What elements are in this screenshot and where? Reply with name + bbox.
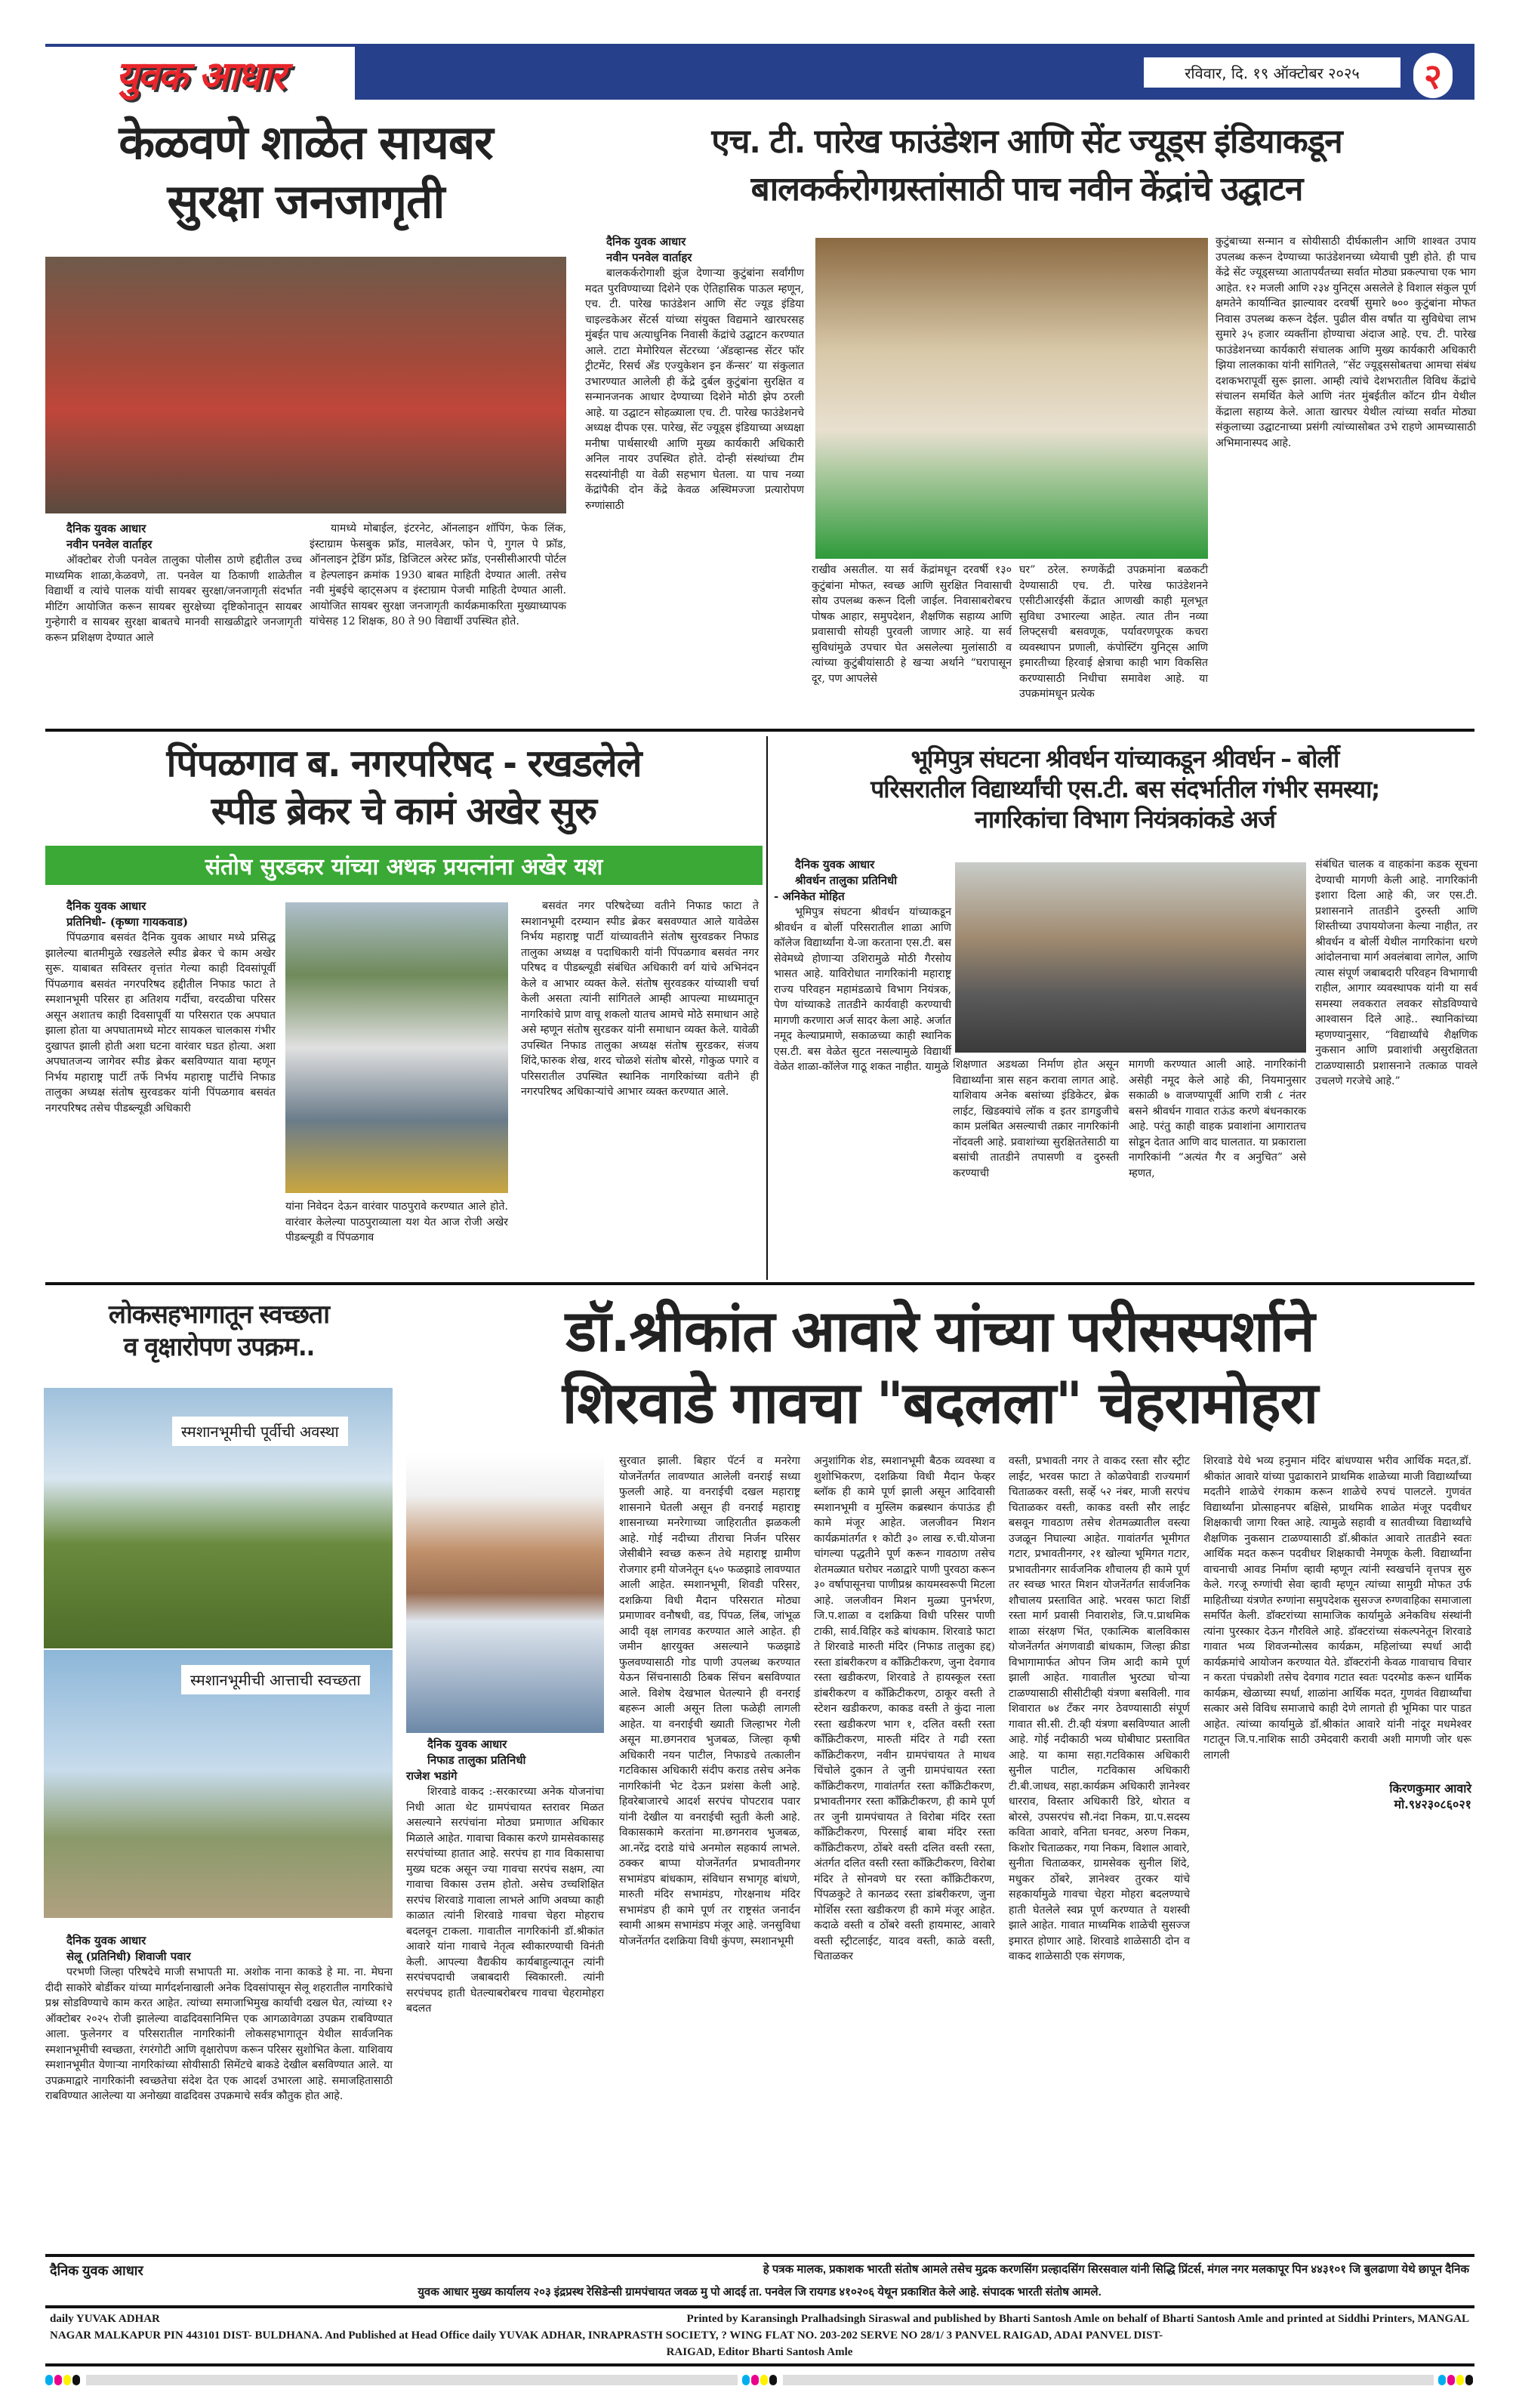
section-divider [45,729,1474,732]
article-text: घर” ठरेल. रुग्णकेंद्री उपक्रमांना बळकटी देण्यासाठी एच. टी. पारेख फाउंडेशनने एसीटीआरईसी केंद्रात आणखी काही मूलभूत सुविधा उभारल्या आहेत. त्यात तीन नव्या लिफ्ट्सची बसवणूक, पर्यावरणपूरक कचरा व्यवस्थापन प्रणाली, कंपोस्टिंग युनिट्स आणि इमारतीच्या हिरवाई क्षेत्राचा काही भाग विकसित करण्यासाठी निधीचा समावेश आहे. या उपक्रमांमधून प्रत्येक [1019,564,1208,700]
article2-col1 [585,234,804,513]
headline-line: बालकर्करोगग्रस्तांसाठी पाच नवीन केंद्रांचे उद्घाटन [750,170,1303,208]
headline-line: एच. टी. पारेख फाउंडेशन आणि सेंट ज्यूड्स इंडियाकडून [711,122,1342,161]
article1-headline [45,113,566,230]
byline: दैनिक युवक आधार [606,235,686,248]
footer-imprint-line: NAGAR MALKAPUR PIN 443101 DIST- BULDHANA. And Published at Head Office daily YUVAK ADHAR, INRAPRASTH SOCIETY, ? WING FLAT NO. 203-202 SERVE NO 28/1/ 3 PANVEL RAIGAD, ADAI PANVEL DIST- [50,2329,1163,2342]
article-text: शिरवाडे वाकद :-सरकारच्या अनेक योजनांचा निधी आता थेट ग्रामपंचायत स्तरावर मिळत असल्याने सरपंचांना मोठ्या प्रमाणात अधिकार मिळाले आहेत. गावाचा विकास करणे ग्रामसेवकासह सरपंचांच्या हातात आहे. सरपंच हा गाव विकासाचा मुख्य घटक असून ज्या गावचा सरपंच सक्षम, त्या गावाचा विकास उत्तम होतो. असेच उच्चशिक्षित सरपंच शिरवाडे गावाला लाभले आणि अवघ्या काही काळात त्यांनी शिरवाडे गावचा चेहरा मोहराच बदलवून टाकला. गावातील नागरिकांनी डॉ.श्रीकांत आवारे यांना गावाचे नेतृत्व स्वीकारण्याची विनंती केली. आपल्या वैद्यकीय कार्यबाहुल्यातून त्यांनी सरपंचपदाची जबाबदारी स्विकारली. त्यांनी सरपंचपद हाती घेतल्याबरोबरच गावचा चेहरामोहरा बदलत [406,1786,604,2015]
article5-photo-after [44,1650,393,1918]
byline: श्रीवर्धन तालुका प्रतिनिधी [795,874,898,887]
article1-col1 [45,521,302,646]
footer-imprint-line: Printed by Karansingh Pralhadsingh Siraswal and published by Bharti Santosh Amle on behalf of Bharti Santosh Amle and printed at Siddhi Printers, MANGAL [686,2313,1469,2325]
headline-line: व वृक्षारोपण उपक्रम.. [123,1331,315,1362]
footer-divider [45,2254,1474,2257]
reg-mark-black-icon [1465,2375,1473,2385]
footer-divider [45,2363,1474,2366]
byline: दैनिक युवक आधार [66,1934,146,1947]
article6-col3 [814,1454,995,1965]
article-text: राखीव असतील. या सर्व केंद्रांमधून दरवर्षी १३० कुटुंबांना मोफत, स्वच्छ आणि सुरक्षित निवासाची सोय उपलब्ध करून दिली जाईल. निवासाबरोबरच पोषक आहार, समुपदेशन, शैक्षणिक सहाय्य आणि प्रवासाची सोयही पुरवली जाणार आहे. या सर्व सुविधांमुळे उपचार घेत असलेल्या मुलांसाठी व त्यांच्या कुटुंबीयांसाठी हे खऱ्या अर्थाने “घरापासून दूर, पण आपलेसे [812,564,1012,685]
article-text: कुटुंबाच्या सन्मान व सोयीसाठी दीर्घकालीन आणि शाश्वत उपाय उपलब्ध करून देण्याच्या फाउंडेशनच्या ध्येयाची पुष्टी होते. ही पाच केंद्रे सेंट ज्यूड्सच्या आतापर्यंतच्या सर्वात मोठ्या प्रकल्पाचा एक भाग आहेत. १२ मजली आणि २३४ युनिट्स असलेले हे विशाल संकुल पूर्ण क्षमतेने कार्यान्वित झाल्यावर दरवर्षी सुमारे ७०० कुटुंबांना मोफत निवास उपलब्ध करून देईल. पुढील वीस वर्षांत या सुविधेचा लाभ सुमारे ३५ हजार व्यक्तींना होण्याचा अंदाज आहे. एच. टी. पारेख फाउंडेशनच्या कार्यकारी संचालक आणि मुख्य कार्यकारी अधिकारी झिया लालकाका यांनी सांगितले, “सेंट ज्यूड्ससोबतचा आमचा संबंध दशकभरापूर्वी सुरू झाला. आम्ही त्यांचे देशभरातील विविध केंद्रांचे संचालन समर्थित केले आणि नंतर मुंबईतील कॉटन ग्रीन येथील केंद्राला सहाय्य केले. आता खारघर येथील त्यांच्या सर्वात मोठ्या संकुलाच्या उद्घाटनाच्या प्रसंगी त्यांच्यासोबत उभे राहणे आमच्यासाठी अभिमानास्पद आहे. [1216,236,1476,449]
article6-col5 [1203,1454,1471,1812]
reg-mark-black-icon [769,2375,777,2385]
byline: - अनिकेत मोहित [774,890,845,903]
article6-col4 [1009,1454,1190,1965]
article5-headline [45,1299,393,1363]
article3-col3 [521,899,759,1100]
byline: नवीन पनवेल वार्ताहर [606,251,692,264]
reg-mark-magenta-icon [54,2375,62,2385]
issue-date: रविवार, दि. १९ ऑक्टोबर २०२५ [1144,57,1400,88]
article1-photo-classroom [45,257,566,513]
article4-col3 [1129,1057,1306,1181]
footer-label: daily YUVAK ADHAR [50,2313,160,2325]
article4-col2 [953,1057,1119,1181]
footer-marathi [50,2262,1469,2299]
article2-col3 [1019,563,1208,702]
article6-col1 [406,1737,604,2017]
page-number: २ [1413,53,1453,98]
registration-bar [86,2375,738,2385]
reg-mark-yellow-icon [63,2375,71,2385]
article5-body [45,1933,393,2104]
article3-photo-speed-breaker [285,902,508,1193]
byline: राजेश भडांगे [406,1769,458,1783]
byline: दैनिक युवक आधार [427,1737,507,1751]
headline-line: पिंपळगाव ब. नगरपरिषद - रखडलेले [166,742,642,785]
headline-line: परिसरातील विद्यार्थ्यांची एस.टी. बस संदर्भातील गंभीर समस्या; [870,775,1379,803]
article-text: वस्ती, प्रभावती नगर ते वाकद रस्ता सौर स्ट्रीट लाईट, भरवस फाटा ते कोळपेवाडी राज्यमार्ग चिताळकर वस्ती, सर्व्हे ५२ नंबर, माजी सरपंच चिताळकर वस्ती, काकड वस्ती सौर लाईट बसवून गावठाण तसेच शेतमळ्यातील वस्त्या उजळून निघाल्या आहेत. गावांतर्गत भूमीगत गटार, प्रभावतीनगर, २१ खोल्या भूमिगत गटार, प्रभावतीनगर सार्वजनिक शौचालय ही कामे पूर्ण तर स्वच्छ भारत मिशन योजनेंतर्गत सार्वजनिक शौचालय प्रस्तावित आहे. भरवस फाटा शिर्डी रस्ता मार्ग प्रवासी निवाराशेड, जि.प.प्राथमिक शाळा संरक्षण भिंत, एकात्मिक बालविकास योजनेंतर्गत अंगणवाडी बांधकाम, जिल्हा क्रीडा विभागामार्फत ओपन जिम आदी कामे पूर्ण झाली आहेत. गावातील भुरट्या चोऱ्या टाळण्यासाठी सीसीटीव्ही यंत्रणा बसविली. गाव शिवारात ७४ टँकर नगर ठेवण्यासाठी संपूर्ण गावात सी.सी. टी.व्ही यंत्रणा बसविण्यात आली आहे. गोई नदीकाठी भव्य घोबीघाट प्रस्तावित आहे. या कामा सहा.गटविकास अधिकारी सुनील पाटील, गटविकास अधिकारी टी.बी.जाधव, सहा.कार्यक्रम अधिकारी ज्ञानेश्वर धारराव, विस्तार अधिकारी डिरे, थोरात व बोरसे, उपसरपंच सौ.नंदा निकम, ग्रा.प.सदस्य कविता आवारे, वनिता घनवट, अरुण निकम, किशोर चिताळकर, गया निकम, विशाल आवारे, सुनीता चिताळकर, ग्रामसेवक सुनील शिंदे, मधुकर ठोंबरे, ज्ञानेश्वर तुरकर यांचे सहकार्यामुळे गावचा चेहरा मोहरा बदलण्याचे हाती घेतलेले स्वप्न पूर्ण करण्यात ते यशस्वी झाले आहेत. गावात माध्यमिक शाळेची सुसज्ज इमारत होणार आहे. शिरवाडे शाळेसाठी दोन व वाकद शाळेसाठी एक संगणक, [1009,1455,1190,1962]
article3-subhead-banner: संतोष सुरडकर यांच्या अथक प्रयत्नांना अखेर यश [45,846,763,885]
article-text: परभणी जिल्हा परिषदेचे माजी सभापती मा. अशोक नाना काकडे हे मा. ना. मेघना दीदी साकोरे बोर्डीकर यांच्या मार्गदर्शनाखाली अनेक दिवसांपासून सेलू शहरातील नागरिकांचे प्रश्न सोडविण्याचे काम करत आहेत. त्यांच्या समाजाभिमुख कार्याची दखल घेत, त्यांच्या १२ ऑक्टोबर २०२५ रोजी झालेल्या वाढदिवसानिमित्त एक आगळावेगळा उपक्रम राबविण्यात आला. फुलेनगर व परिसरातील नागरिकांनी लोकसहभागातून येथील सार्वजनिक स्मशानभूमीची स्वच्छता, रंगरंगोटी आणि वृक्षारोपण करून परिसर सुशोभित केला. याशिवाय स्मशानभूमीत येणाऱ्या नागरिकांच्या सोयीसाठी सिमेंटचे बाकडे देखील बसविण्यात आले. या उपक्रमाद्वारे नागरिकांनी स्वच्छतेचा संदेश देत एक आदर्श उभारला आहे. समाजहितासाठी राबविण्यात आलेल्या या अनोख्या वाढदिवस उपक्रमाचे सर्वत्र कौतुक होत आहे. [45,1966,393,2102]
reg-mark-cyan-icon [1438,2375,1446,2385]
article-text: यांना निवेदन देऊन वारंवार पाठपुरावे करण्यात आले होते. वारंवार केलेल्या पाठपुराव्याला यश येत आज रोजी अखेर पीडब्ल्यूडी व पिंपळगाव [285,1201,508,1244]
article6-headline [408,1295,1472,1438]
article4-col1 [774,857,951,1075]
footer-divider [45,2305,1474,2308]
logo-text: युवक आधार [116,53,285,99]
article-text: संबंधित चालक व वाहकांना कडक सूचना देण्याची मागणी केली आहे. नागरिकांनी इशारा दिला आहे की, जर एस.टी. प्रशासनाने तातडीने दुरुस्ती आणि शिस्तीच्या उपाययोजना केल्या नाहीत, तर श्रीवर्धन व बोर्ली येथील नागरिकांना धरणे आंदोलनाचा मार्ग अवलंबावा लागेल, आणि त्यास संपूर्ण जबाबदारी परिवहन विभागाची राहील, आगार व्यवस्थापक यांनी या सर्व समस्या लवकरात लवकर सोडविण्याचे आश्वासन दिले आहे.. स्थानिकांच्या म्हणण्यानुसार, “विद्यार्थ्यांचे शैक्षणिक नुकसान आणि प्रवाशांची असुरक्षितता टाळण्यासाठी प्रशासनाने तत्काळ पावले उचलणे गरजेचे आहे.” [1315,859,1477,1087]
signature-name: किरणकुमार आवारे [1389,1781,1471,1796]
headline-line: भूमिपुत्र संघटना श्रीवर्धन यांच्याकडून श्रीवर्धन – बोर्ली [911,745,1339,773]
byline: दैनिक युवक आधार [66,522,146,535]
byline: निफाड तालुका प्रतिनिधी [427,1753,526,1767]
headline-line: सुरक्षा जनजागृती [167,173,445,229]
article2-headline [581,121,1472,210]
section-divider [45,1282,1474,1285]
reg-mark-yellow-icon [1456,2375,1464,2385]
reg-mark-cyan-icon [742,2375,750,2385]
headline-line: लोकसहभागातून स्वच्छता [108,1300,330,1330]
headline-line: डॉ.श्रीकांत आवारे यांच्या परीसस्पर्शाने [565,1297,1314,1364]
article4-col4 [1315,857,1477,1090]
registration-bar [783,2375,1434,2385]
photo-caption: स्मशानभूमीची पूर्वीची अवस्था [172,1417,348,1446]
footer-imprint-line: युवक आधार मुख्य कार्यालय २०३ इंद्रप्रस्थ रेसिडेन्सी ग्रामपंचायत जवळ मु पो आदई ता. पनवेल जि रायगड ४१०२०६ येथून प्रकाशित केले आहे. संपादक भारती संतोष आमले. [418,2286,1102,2299]
reg-mark-cyan-icon [45,2375,53,2385]
reg-mark-magenta-icon [1447,2375,1455,2385]
footer-imprint-line: हे पत्रक मालक, प्रकाशक भारती संतोष आमले तसेच मुद्रक करणसिंग प्रल्हादसिंग सिरसवाल यांनी सिद्धि प्रिंटर्स, मंगल नगर मलकापूर पिन ४४३१०१ जि बुलढाणा येथे छापून दैनिक [763,2263,1469,2276]
article1-col2 [310,521,566,630]
article-text: यामध्ये मोबाईल, इंटरनेट, ऑनलाइन शॉपिंग, फेक लिंक, इंस्टाग्राम फेसबुक फ्रॉड, मालवेअर, फोन पे, गुगल पे फ्रॉड, ऑनलाइन ट्रेडिंग फ्रॉड, डिजिटल अरेस्ट फ्रॉड, एनसीसीआरपी पोर्टल व हेल्पलाइन क्रमांक 1930 बाबत माहिती देण्यात आली. तसेच नवी मुंबईचे व्हाट्सअप व इंस्टाग्राम पेजची माहिती देण्यात आली. आयोजित सायबर सुरक्षा जनजागृती कार्यक्रमाकरिता मुख्याध्यापक यांचेसह 12 शिक्षक, 80 ते 90 विद्यार्थी उपस्थित होते. [310,523,566,627]
article4-headline [778,744,1472,834]
headline-line: नागरिकांचा विभाग नियंत्रकांकडे अर्ज [975,805,1275,834]
headline-line: स्पीड ब्रेकर चे कामं अखेर सुरु [211,788,597,833]
signature-phone: मो.९४२३०८६०२१ [1394,1796,1471,1811]
article2-photo-inauguration [815,238,1208,559]
registration-marks [45,2375,1474,2385]
article-text: मागणी करण्यात आली आहे. नागरिकांनी असेही नमूद केले आहे की, नियमानुसार सकाळी ७ वाजण्यापूर्वी आणि रात्री ८ नंतर बसने श्रीवर्धन गावात राऊंड करणे बंधनकारक आहे. परंतु काही वाहक प्रवाशांना आगारातच सोडून देतात आणि वाद घालतात. या प्रकाराला नागरिकांनी “अत्यंत गैर व अनुचित” असे म्हणत, [1129,1059,1306,1179]
footer-label: दैनिक युवक आधार [50,2263,143,2278]
article5-photo-before [44,1388,393,1648]
article3-col2 [285,1199,508,1246]
article-text: अनुशांगिक शेड, स्मशानभूमी बैठक व्यवस्था व शुशोभिकरण, दशक्रिया विधी मैदान फेव्हर ब्लॉक ही कामे पूर्ण झाली असून आदिवासी स्मशानभूमी व मुस्लिम कब्रस्थान कंपाऊंड ही कामे मंजूर आहेत. जलजीवन मिशन कार्यक्रमांतर्गत १ कोटी ३० लाख रु.ची.योजना चांगल्या पद्धतीने पूर्ण करून गावठाण तसेच शेतमळ्यात घरोघर नळाद्वारे पाणी पुरवठा करून ३० वर्षापासूनचा पाणीप्रश्न कायमस्वरूपी मिटला आहे. जलजीवन मिशन मुळ्या पुनर्भरण, जि.प.शाळा व दशक्रिया विधी परिसर पाणी टाकी, सार्व.विहिर कडे बांधकाम. शिरवाडे फाटा ते शिरवाडे मारुती मंदिर (निफाड तालुका हद्द) रस्ता डांबरीकरण व काँक्रिटीकरण, जुना देवगाव रस्ता खडीकरण, शिरवाडे ते हायस्कूल रस्ता डांबरीकरण व काँक्रिटीकरण, ठाकूर वस्ती ते स्टेशन खडीकरण, काकड वस्ती ते कुंदा नाला रस्ता खडीकरण भाग १, दलित वस्ती रस्ता काँक्रिटीकरण, मारुती मंदिर ते गढी रस्ता काँक्रिटीकरण, नवीन ग्रामपंचायत ते माधव चिंचोले दुकान ते जुनी ग्रामपंचायत रस्ता काँक्रिटीकरण, गावांतर्गत रस्ता काँक्रिटीकरण, प्रभावतीनगर रस्ता काँक्रिटीकरण, ही कामे पूर्ण तर जुनी ग्रामपंचायत ते विरोबा मंदिर रस्ता काँक्रिटीकरण, पिरसाई बाबा मंदिर रस्ता काँक्रिटीकरण, ठोंबरे वस्ती दलित वस्ती रस्ता, अंतर्गत दलित वस्ती रस्ता काँक्रिटीकरण, विरोबा मंदिर ते सोनवणे घर रस्ता काँक्रिटीकरण, पिंपळकुटे ते कानळद रस्ता डांबरीकरण, जुना मोर्शिस रस्ता खडीकरण ही कामे मंजूर आहेत. कदाळे वस्ती व ठोंबरे वस्ती हायमास्ट, आवारे वस्ती स्ट्रीटलाईट, यादव वस्ती, काळे वस्ती, चिताळकर [814,1455,995,1962]
byline: नवीन पनवेल वार्ताहर [66,538,153,551]
article-text: भूमिपुत्र संघटना श्रीवर्धन यांच्याकडून श्रीवर्धन व बोर्ली परिसरातील शाळा आणि कॉलेज विद्यार्थ्यांना ये-जा करताना एस.टी. बस सेवेमध्ये होणाऱ्या उशिरामुळे मोठी गैरसोय भासत आहे. याविरोधात नागरिकांनी महाराष्ट्र राज्य परिवहन महामंडळाचे विभाग नियंत्रक, पेण यांच्याकडे तातडीने कार्यवाही करण्याची मागणी करणारा अर्ज सादर केला आहे. अर्जात नमूद केल्याप्रमाणे, सकाळच्या काही स्थानिक एस.टी. बस वेळेत सुटत नसल्यामुळे विद्यार्थी वेळेत शाळा-कॉलेज गाठू शकत नाहीत. यामुळे [774,906,951,1073]
article6-portrait-photo [406,1454,604,1733]
article3-col1 [45,899,276,1116]
byline: सेलू (प्रतिनिधी) शिवाजी पवार [66,1950,191,1963]
article-text: शिरवाडे येथे भव्य हनुमान मंदिर बांधण्यास भरीव आर्थिक मदत,डॉ. श्रीकांत आवारे यांच्या पुढाकाराने प्राथमिक शाळेच्या माजी विद्यार्थ्यांच्या मदतीने शाळेचे रंगकाम करून शाळेचे रुपचं पालटले. गुणवंत विद्यार्थ्यांना प्रोत्साहनपर बक्षिसे, प्राथमिक शाळेत मंजूर पदवीधर शिक्षकाची जागा रिक्त आहे. त्यामुळे सहावी व सातवीच्या विद्यार्थ्यांचे शैक्षणिक नुकसान टाळण्यासाठी डॉ.श्रीकांत आवारे तातडीने स्वतः आर्थिक मदत करून पदवीधर शिक्षकाची नेमणूक केली. विद्यार्थ्यांना वाचनाची आवड निर्माण व्हावी म्हणून त्यांनी स्वखर्चाने वृत्तपत्र सुरु केले. गरजू रुग्णांची सेवा व्हावी म्हणून त्यांच्या सामुग्री मोफत उर्फ माहितीच्या यंत्रणेत रुग्णांना समुपदेशक सुसज्ज रुग्णवाहिका समाजाला समर्पित केली. डॉक्टरांच्या सामाजिक कार्यामुळे अनेकविध संस्थांनी त्यांना पुरस्कार देऊन गौरविले आहे. डॉक्टरांच्या संकल्पनेतून शिरवाडे गावात भव्य शिवजन्मोत्सव कार्यक्रम, महिलांच्या स्पर्धा आदी कार्यक्रमांचे आयोजन करण्यात येते. डॉक्टरांनी केवळ गावाचाच विचार न करता पंचक्रोशी तसेच देवगाव गटात स्वतः पदरमोड करून धार्मिक कार्यक्रम, खेळाच्या स्पर्धा, शाळांना आर्थिक मदत, गुणवंत विद्यार्थ्यांचा सत्कार असे विविध समाजाचे काही देणे लागतो ही भूमिका पार पाडत आहेत. त्यांच्या कार्यामुळे डॉ.श्रीकांत आवारे यांनी नांदूर मधमेश्वर गटातून जि.प.नाशिक साठी उमेदवारी करावी अशी मागणी जोर धरू लागली [1203,1455,1471,1762]
article-text: बसवंत नगर परिषदेच्या वतीने निफाड फाटा ते स्मशानभूमी दरम्यान स्पीड ब्रेकर बसवण्यात आले यावेळेस निर्भय महाराष्ट्र पार्टी यांच्यावतीने संतोष सुरवडकर निफाड तालुका अध्यक्ष व पदाधिकारी यांनी पिंपळगाव बसवंत नगर परिषद व पीडब्ल्यूडी संबंधित अधिकारी वर्ग यांचे अभिनंदन केले व आभार व्यक्त केले. संतोष सुरवडकर यांच्याशी चर्चा केली असता त्यांनी सांगितले आम्ही आपल्या माध्यमातून नागरिकांचे प्राण वाचू शकलो यातच आमचे मोठे समाधान आहे असे म्हणून संतोष सुरडकर यांनी समाधान व्यक्त केले. यावेळी उपस्थित निफाड तालुका अध्यक्ष संतोष सुरडकर, संजय शिंदे,फारुक शेख, शरद चोळशे संतोष बोरसे, गोकुळ पगारे व परिसरातील उपस्थित स्थानिक नागरिकांच्या वतीने ही नगरपरिषद अधिकाऱ्यांचे आभार व्यक्त करण्यात आले. [521,900,759,1098]
column-divider [766,736,768,1280]
article-text: पिंपळगाव बसवंत दैनिक युवक आधार मध्ये प्रसिद्ध झालेल्या बातमीमुळे रखडलेले स्पीड ब्रेकर चे काम अखेर सुरू. याबाबत सविस्तर वृत्तांत गेल्या काही दिवसांपूर्वी पिंपळगाव बसवंत नगरपरिषद हद्दीतील निफाड फाटा ते स्मशानभूमी परिसर हा अतिशय गर्दीचा, वरदळीचा परिसर असून अशातच काही दिवसापूर्वी या परिसरात एक अपघात झाला होता या अपघातामध्ये मोटर सायकल चालकास गंभीर दुखापत झाली होती अशा घटना वारंवार घडत होत्या. अशा अपघातजन्य जागेवर स्पीड ब्रेकर बसविण्यात यावा म्हणून निर्भय महाराष्ट्र पार्टी तर्फे निर्भय महाराष्ट्र पार्टीचे निफाड तालुका अध्यक्ष संतोष सुरवडकर यांनी पिंपळगाव बसवंत नगरपरिषद तसेच पीडब्ल्यूडी अधिकारी [45,932,276,1115]
footer-english [50,2311,1469,2360]
article2-col4 [1216,234,1476,451]
article3-headline [45,740,763,834]
byline: दैनिक युवक आधार [795,858,875,871]
article-text: ऑक्टोबर रोजी पनवेल तालुका पोलीस ठाणे हद्दीतील उच्च माध्यमिक शाळा,केळवणे, ता. पनवेल या ठिकाणी शाळेतील विद्यार्थी व त्यांचे पालक यांची सायबर सुरक्षा/जनजागृती संदर्भात मीटिंग आयोजित करून सायबर सुरक्षेच्या दृष्टिकोनातून सायबर गुन्हेगारी व सायबर सुरक्षा बाबतचे मानवी साखळीद्वारे जनजागृती करून प्रशिक्षण देण्यात आले [45,554,302,644]
footer-imprint-line: RAIGAD, Editor Bharti Santosh Amle [666,2346,853,2358]
reg-mark-black-icon [72,2375,80,2385]
photo-caption: स्मशानभूमीची आत्ताची स्वच्छता [181,1665,370,1694]
headline-line: शिरवाडे गावचा "बदलला" चेहरामोहरा [562,1369,1318,1436]
reg-mark-magenta-icon [751,2375,759,2385]
article6-col2 [619,1454,800,1949]
newspaper-logo [45,47,355,101]
article2-col2 [812,563,1012,686]
headline-line: केळवणे शाळेत सायबर [119,115,493,170]
article4-photo-meeting [955,862,1306,1053]
article-text: शिक्षणात अडथळा निर्माण होत असून विद्यार्थ्यांना त्रास सहन करावा लागत आहे. याशिवाय अनेक बसांच्या इंडिकेटर, ब्रेक लाईट, खिडक्यांचे लॉक व इतर डागडुजीचे काम प्रलंबित असल्याची तक्रार नागरिकांनी नोंदवली आहे. प्रवाशांच्या सुरक्षिततेसाठी या बसांची तातडीने तपासणी व दुरुस्ती करण्याची [953,1059,1119,1179]
byline: दैनिक युवक आधार [66,899,146,913]
byline: प्रतिनिधी- (कृष्णा गायकवाड) [66,915,189,929]
article-text: सुरवात झाली. बिहार पॅटर्न व मनरेगा योजनेंतर्गत लावण्यात आलेली वनराई सध्या फुलली आहे. या वनराईची दखल महाराष्ट्र शासनाने घेतली असून ही वनराई महाराष्ट्र शासनाच्या मनरेगाच्या जाहिरातीत झळकली आहे. गोई नदीच्या तीराचा निर्जन परिसर जेसीबीने स्वच्छ करून तेथे महाराष्ट्र ग्रामीण रोजगार हमी योजनेतून ६५० फळझाडे लावण्यात आली आहेत. स्मशानभूमी, शिवडी परिसर, दशक्रिया विधी मैदान परिसरात मोठ्या प्रमाणावर वनौषधी, वड, पिंपळ, लिंब, जांभूळ आदी वृक्ष लागवड करण्यात आले आहेत. ही जमीन क्षारयुक्त असल्याने फळझाडे फुलवण्यासाठी गोड पाणी उपलब्ध करण्यात येऊन सिंचनासाठी ठिबक सिंचन बसविण्यात आले. विशेष देखभाल घेतल्याने ही वनराई बहरून आली असून तिला फळेही लागली आहेत. या वनराईची ख्याती जिल्हाभर गेली असून मा.छगनराव भुजबळ, जिल्हा कृषी अधिकारी नयन पाटील, निफाडचे तत्कालीन गटविकास अधिकारी संदीप कराड तसेच अनेक नागरिकांनी भेट देऊन प्रशंसा केली आहे. हिवरेबाजारचे आदर्श सरपंच पोपटराव पवार यांनी देखील या वनराईची स्तुती केली आहे. विकासकामे करतांना मा.छगनराव भुजबळ, आ.नरेंद्र दराडे यांचे अनमोल सहकार्य लाभले. ठक्कर बाप्पा योजनेंतर्गत प्रभावतीनगर सभामंडप बांधकाम, संविधान सभागृह बांधणे, मारुती मंदिर सभामंडप, गोरक्षनाथ मंदिर सभामंडप ही कामे पूर्ण तर राष्ट्रसंत जनार्दन स्वामी आश्रम सभामंडप मंजूर आहे. जनसुविधा योजनेंतर्गत दशक्रिया विधी कुंपण, स्मशानभूमी [619,1455,800,1947]
article-text: बालकर्करोगाशी झुंज देणाऱ्या कुटुंबांना सर्वांगीण मदत पुरविण्याच्या दिशेने एक ऐतिहासिक पाऊल म्हणून, एच. टी. पारेख फाउंडेशन आणि सेंट ज्यूड इंडिया चाइल्डकेअर सेंटर्स यांच्या संयुक्त विद्यमाने खारघरसह मुंबईत पाच अत्याधुनिक निवासी केंद्रांचे उद्घाटन करण्यात आले. टाटा मेमोरियल सेंटरच्या ‘अ‍ॅडव्हान्स्ड सेंटर फॉर ट्रीटमेंट, रिसर्च अँड एज्युकेशन इन कॅन्सर’ या संकुलात उभारण्यात आलेली ही केंद्रे दुर्बल कुटुंबांना सुरक्षित व सन्मानजनक आधार देण्याच्या दिशेने मोठी झेप ठरली आहे. या उद्घाटन सोहळ्याला एच. टी. पारेख फाउंडेशनचे अध्यक्ष दीपक एस. पारेख, सेंट ज्यूड्स इंडियाच्या अध्यक्षा मनीषा पार्थसारथी आणि मुख्य कार्यकारी अधिकारी अनिल नायर उपस्थित होते. दोन्ही संस्थांच्या टीम सदस्यांनीही या वेळी सहभाग घेतला. या पाच नव्या केंद्रांपैकी दोन केंद्रे केवळ अस्थिमज्जा प्रत्यारोपण रुग्णांसाठी [585,267,804,512]
reg-mark-yellow-icon [760,2375,768,2385]
